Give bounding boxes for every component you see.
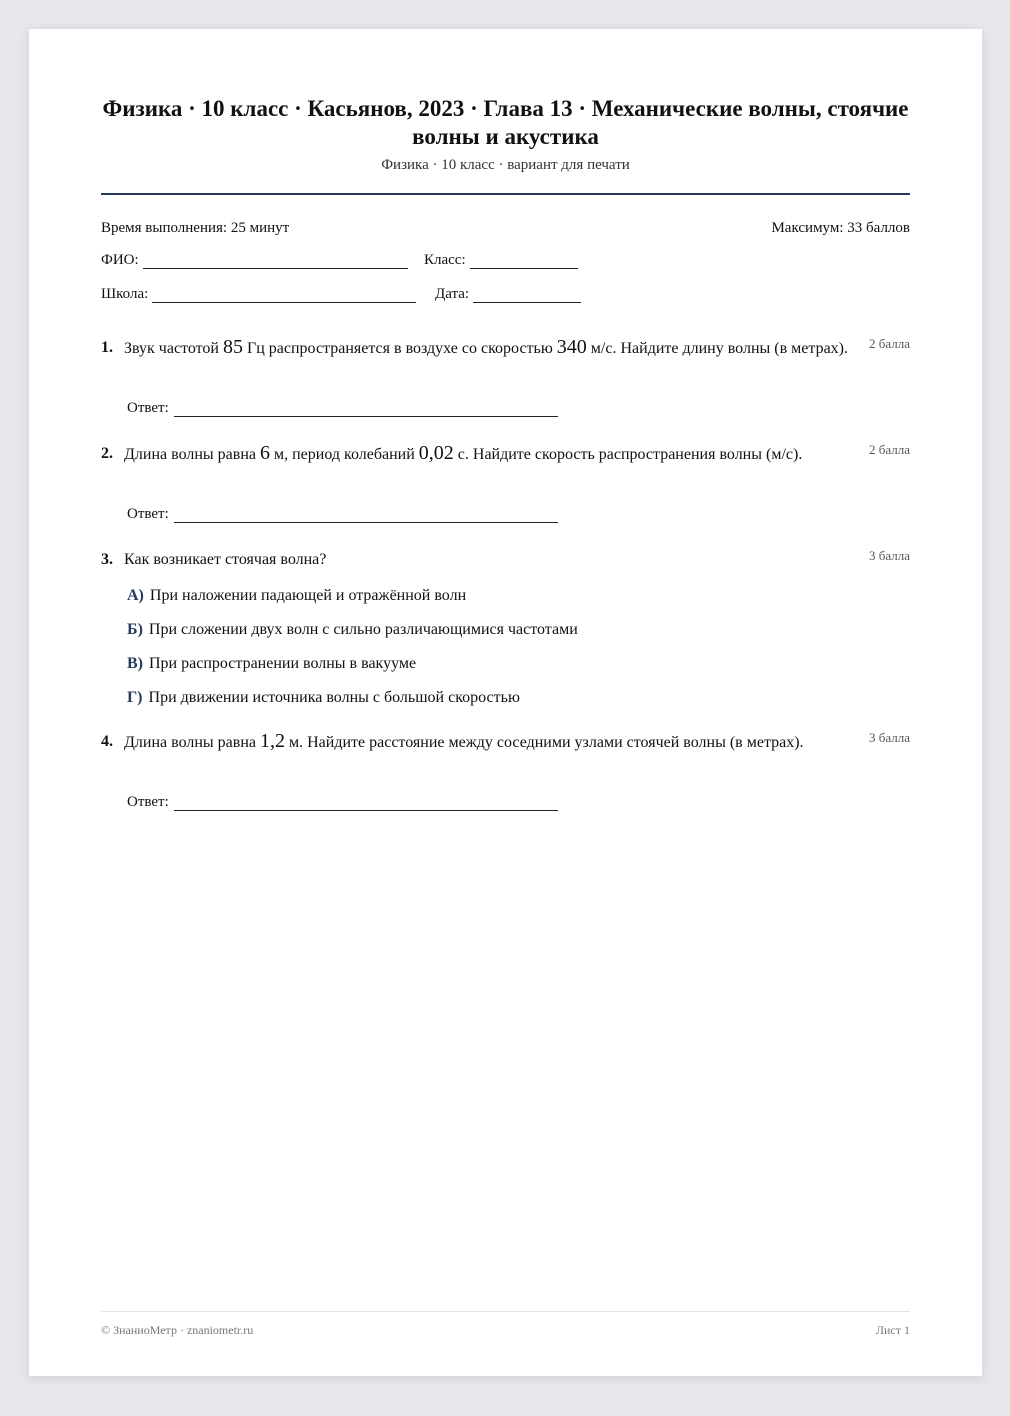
fio-line[interactable]	[143, 254, 408, 269]
question-text: Длина волны равна 6 м, период колебаний 0,02 с. Найдите скорость распространения волны (м/с).	[124, 442, 803, 464]
page-subtitle: Физика · 10 класс · вариант для печати	[381, 157, 630, 173]
date-field	[435, 286, 581, 303]
header-divider	[101, 193, 910, 195]
question-text: Длина волны равна 1,2 м. Найдите расстояние между соседними узлами стоячей волны (в метрах).	[124, 730, 804, 752]
question-points: 2 балла	[869, 442, 910, 457]
question-number: 1.	[101, 339, 113, 356]
answer-field	[127, 506, 558, 523]
fio-label: ФИО:	[101, 252, 139, 268]
footer-copyright: © ЗнаниоМетр · znaniometr.ru	[101, 1323, 254, 1337]
footer-divider	[101, 1311, 910, 1312]
option-a[interactable]	[127, 586, 466, 606]
option-letter: Б)	[127, 621, 143, 638]
question-points: 2 балла	[869, 336, 910, 351]
question-number: 3.	[101, 551, 113, 568]
option-text: При наложении падающей и отражённой волн	[149, 587, 467, 604]
date-label: Дата:	[435, 286, 470, 302]
option-text: При движении источника волны с большой скоростью	[148, 689, 520, 706]
answer-line[interactable]	[174, 796, 558, 811]
class-line[interactable]	[470, 254, 578, 269]
question-text: Звук частотой 85 Гц распространяется в воздухе со скоростью 340 м/с. Найдите длину волны (в метрах).	[124, 336, 848, 358]
question-points: 3 балла	[869, 548, 910, 563]
option-letter: Г)	[127, 689, 143, 706]
option-g[interactable]	[127, 688, 520, 708]
option-b[interactable]	[127, 620, 578, 640]
option-v[interactable]	[127, 654, 416, 674]
worksheet-page	[29, 29, 982, 1376]
school-label: Школа:	[101, 286, 149, 302]
time-limit: Время выполнения: 25 минут	[101, 220, 290, 236]
school-line[interactable]	[152, 288, 416, 303]
page-title: Физика · 10 класс · Касьянов, 2023 · Глава 13 · Механические волны, стоячие волны и акустика	[102, 96, 909, 149]
answer-label: Ответ:	[127, 400, 169, 416]
question-points: 3 балла	[869, 730, 910, 745]
question-number: 2.	[101, 445, 113, 462]
answer-label: Ответ:	[127, 794, 169, 810]
option-text: При распространении волны в вакууме	[149, 655, 417, 672]
option-letter: А)	[127, 587, 144, 604]
option-letter: В)	[127, 655, 143, 672]
answer-line[interactable]	[174, 402, 558, 417]
answer-field	[127, 400, 558, 417]
question-text: Как возникает стоячая волна?	[124, 551, 327, 568]
class-field	[424, 252, 578, 269]
answer-line[interactable]	[174, 508, 558, 523]
answer-field	[127, 794, 558, 811]
footer-page-number: Лист 1	[875, 1323, 910, 1337]
max-score: Максимум: 33 баллов	[771, 220, 910, 236]
fio-field	[101, 252, 408, 269]
date-line[interactable]	[473, 288, 581, 303]
answer-label: Ответ:	[127, 506, 169, 522]
question-number: 4.	[101, 733, 113, 750]
class-label: Класс:	[424, 252, 466, 268]
option-text: При сложении двух волн с сильно различающимися частотами	[148, 621, 578, 638]
school-field	[101, 286, 416, 303]
